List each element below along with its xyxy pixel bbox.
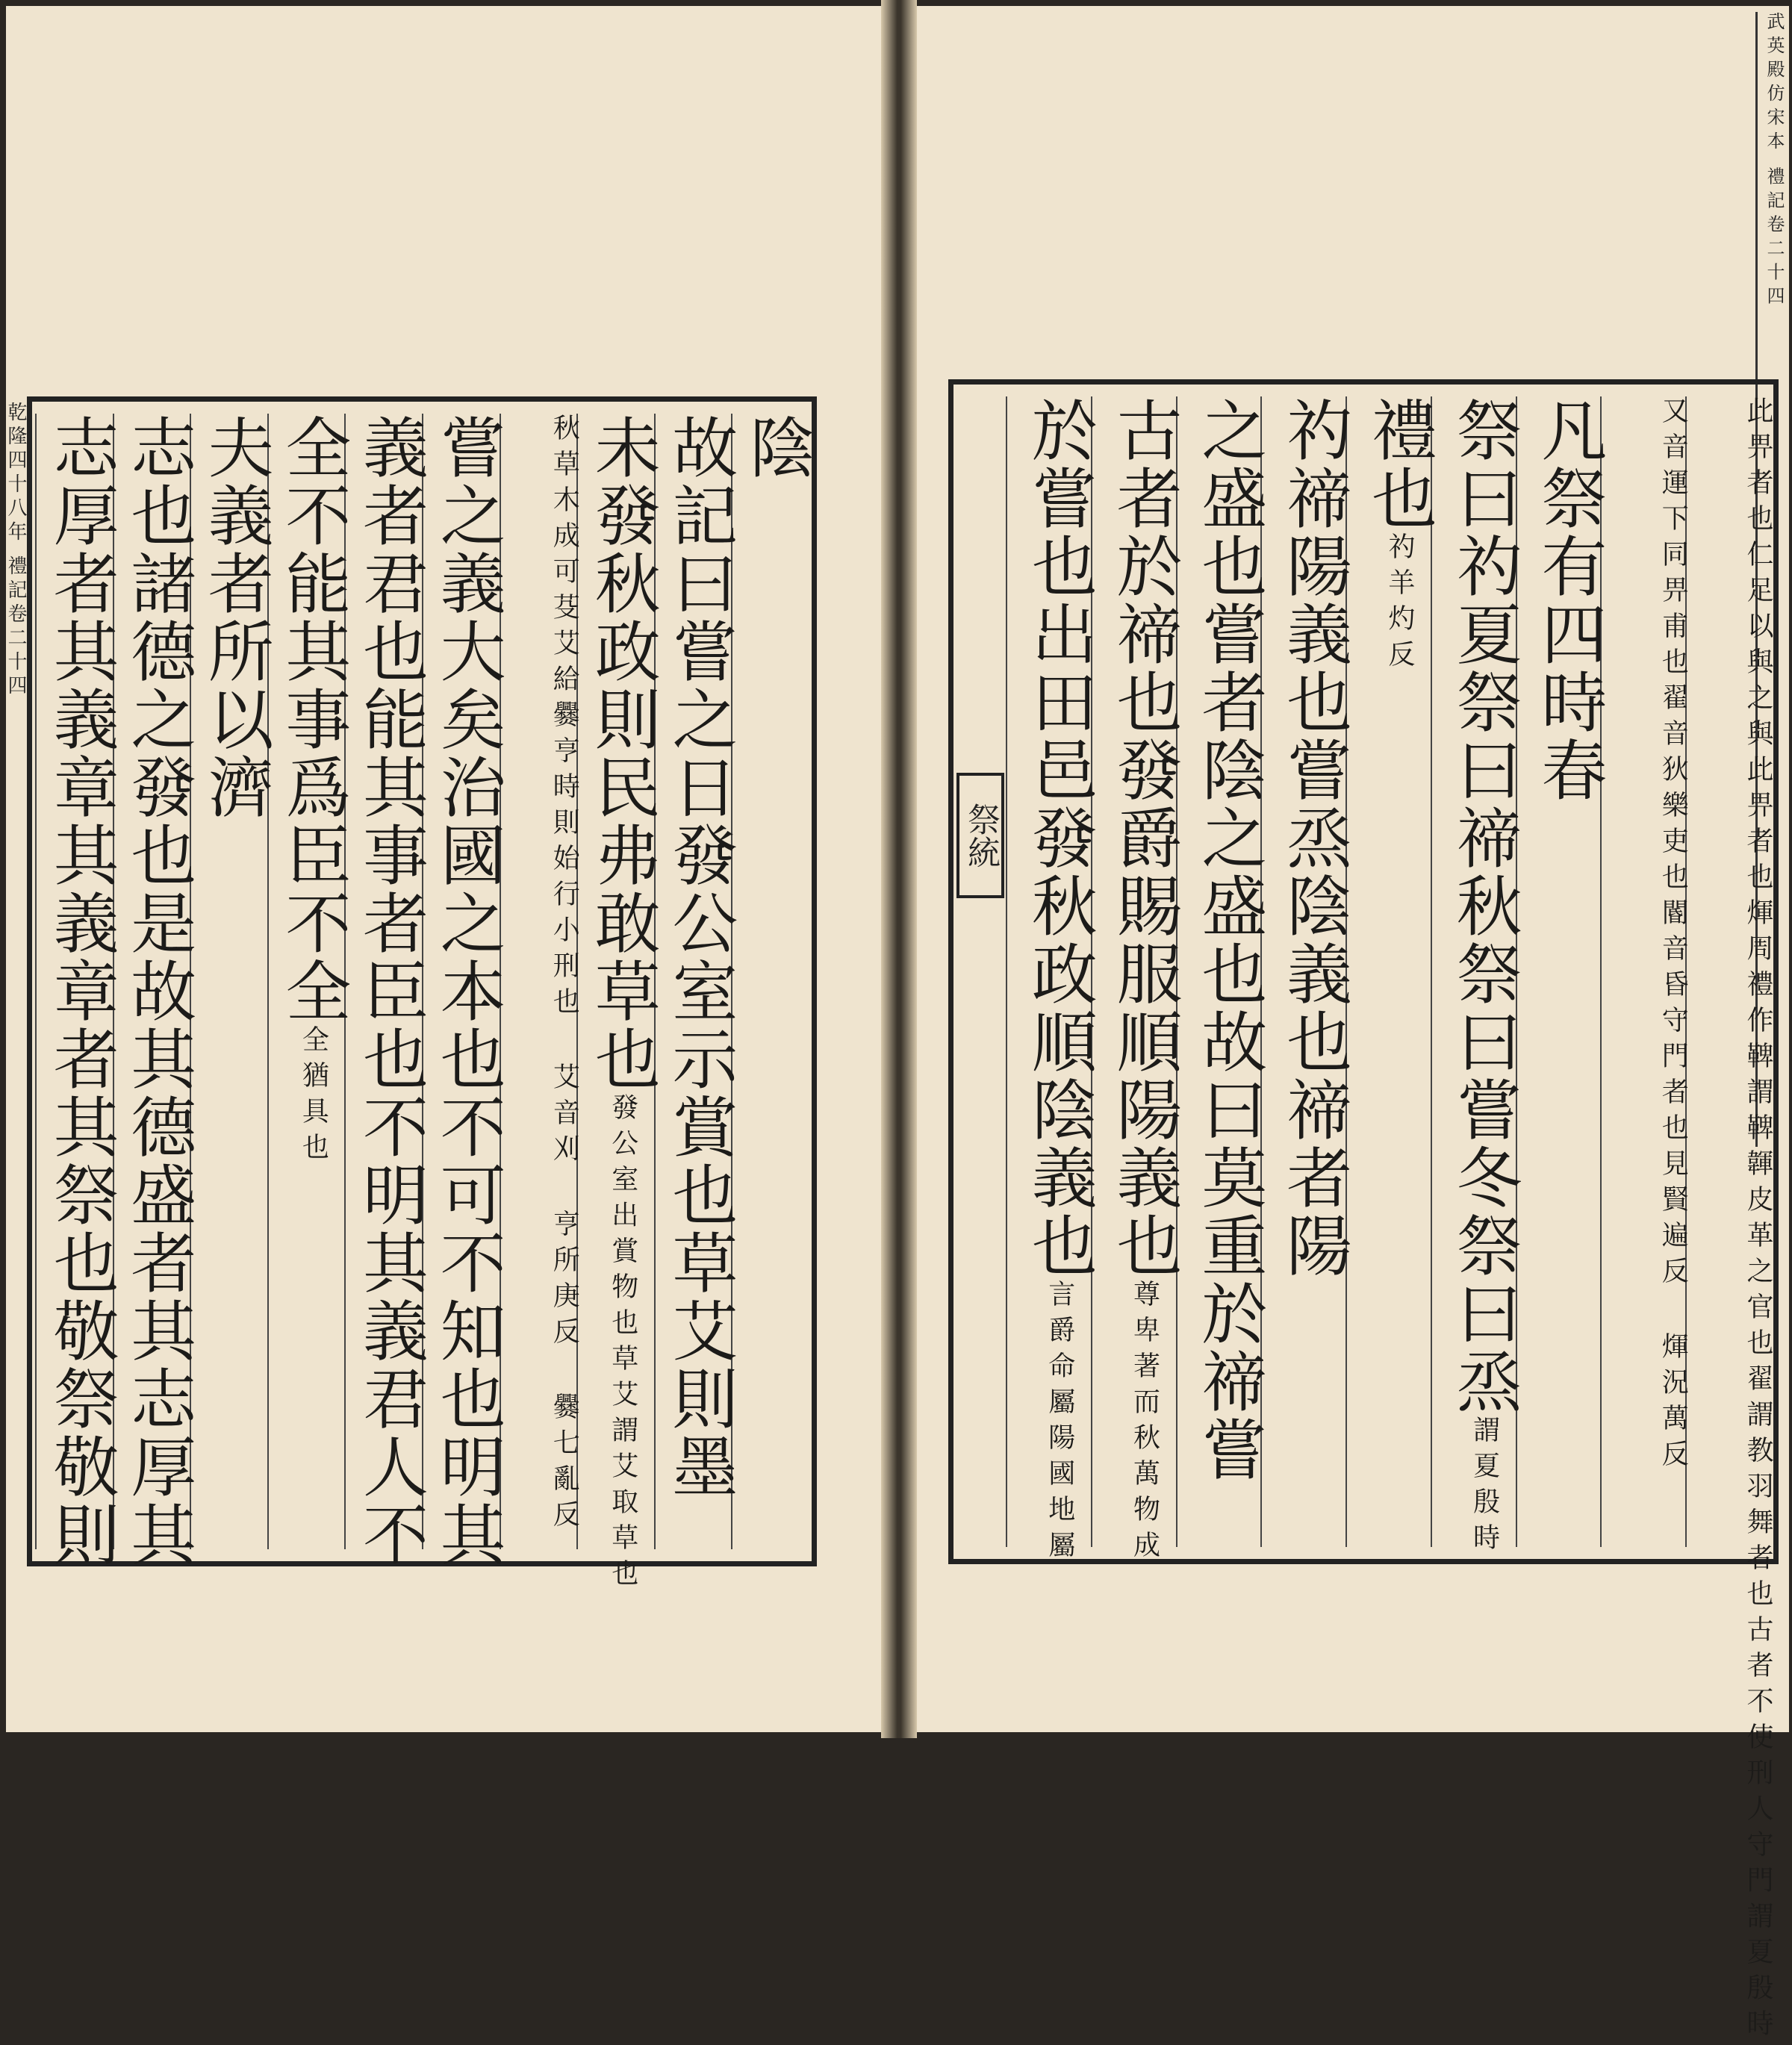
right-page	[917, 6, 1789, 2045]
text-column	[1176, 396, 1269, 1547]
text-column	[190, 414, 275, 1549]
commentary-text: 又音運下同畀甫也翟音狄樂吏也閽音昏守門者也見賢遍反 煇況萬反	[1658, 396, 1689, 1475]
main-text: 禮也	[1360, 396, 1438, 532]
main-text: 嘗之義大矣治國之本也不可不知也明其	[429, 414, 507, 1569]
left-text-frame	[27, 396, 817, 1595]
text-column	[1091, 396, 1183, 1566]
right-text-frame	[948, 379, 1779, 2045]
text-column	[113, 414, 198, 1569]
commentary-text: 此畀者也仁足以與之與此畀者也煇周禮作鞞謂鞞韗皮革之官也翟謂教羽舞者也古者不使刑人守門謂夏殷時	[1742, 396, 1773, 2045]
text-column	[1600, 396, 1687, 1547]
commentary-text: 尊卑著而秋萬物成	[1129, 1280, 1160, 1566]
text-column	[654, 414, 739, 1549]
text-column	[500, 414, 579, 1549]
right-margin-label: 武英殿仿宋本 禮記卷二十四	[1755, 12, 1788, 1147]
main-text: 於嘗也出田邑發秋政順陰義也	[1021, 396, 1098, 1280]
text-column	[267, 414, 352, 1549]
text-column	[35, 414, 120, 1569]
text-column	[576, 414, 662, 1595]
text-column	[1006, 396, 1098, 1566]
main-text: 祭曰礿夏祭曰禘秋祭曰嘗冬祭曰烝	[1446, 396, 1523, 1416]
main-text: 志也諸德之發也是故其德盛者其志厚其	[120, 414, 198, 1569]
text-column	[1685, 396, 1773, 2045]
commentary-text: 全猶具也	[298, 1025, 329, 1168]
commentary-text: 礿羊灼反	[1384, 532, 1415, 676]
main-text: 凡祭有四時春	[1531, 396, 1608, 804]
text-column	[344, 414, 429, 1569]
main-text: 礿禘陽義也嘗烝陰義也禘者陽	[1276, 396, 1354, 1280]
main-text: 義者君也能其事者臣也不明其義君人不	[352, 414, 429, 1569]
main-text: 之盛也嘗者陰之盛也故曰莫重於禘嘗	[1191, 396, 1269, 1484]
main-text: 夫義者所以濟	[197, 414, 275, 821]
commentary-text: 言爵命屬陽國地屬	[1044, 1280, 1075, 1566]
commentary-text: 謂夏殷時	[1469, 1416, 1500, 1559]
main-text: 古者於禘也發爵賜服順陽義也	[1106, 396, 1183, 1280]
text-column	[1260, 396, 1354, 1547]
text-column	[1431, 396, 1523, 1559]
commentary-text: 秋草木成可芟艾給爨亨時則始行小刑也 艾音刈 亨所庚反 爨七亂反	[549, 414, 580, 1536]
main-text: 志厚者其義章其義章者其祭也敬祭敬則	[43, 414, 120, 1569]
section-title: 祭統	[956, 773, 1004, 898]
left-page	[6, 6, 881, 1732]
main-text: 全不能其事爲臣不全	[275, 414, 352, 1025]
main-text: 陰	[738, 414, 816, 482]
commentary-text: 發公室出賞物也草艾謂艾取草也	[607, 1093, 638, 1595]
text-column	[1516, 396, 1608, 1547]
text-column	[422, 414, 507, 1569]
book-gutter	[881, 0, 917, 1738]
left-margin-label: 乾隆四十八年 禮記卷二十四	[7, 402, 32, 1559]
text-column	[731, 414, 816, 1549]
text-column	[1345, 396, 1438, 1547]
main-text: 故記曰嘗之日發公室示賞也草艾則墨	[662, 414, 739, 1501]
main-text: 未發秋政則民弗敢草也	[584, 414, 662, 1093]
